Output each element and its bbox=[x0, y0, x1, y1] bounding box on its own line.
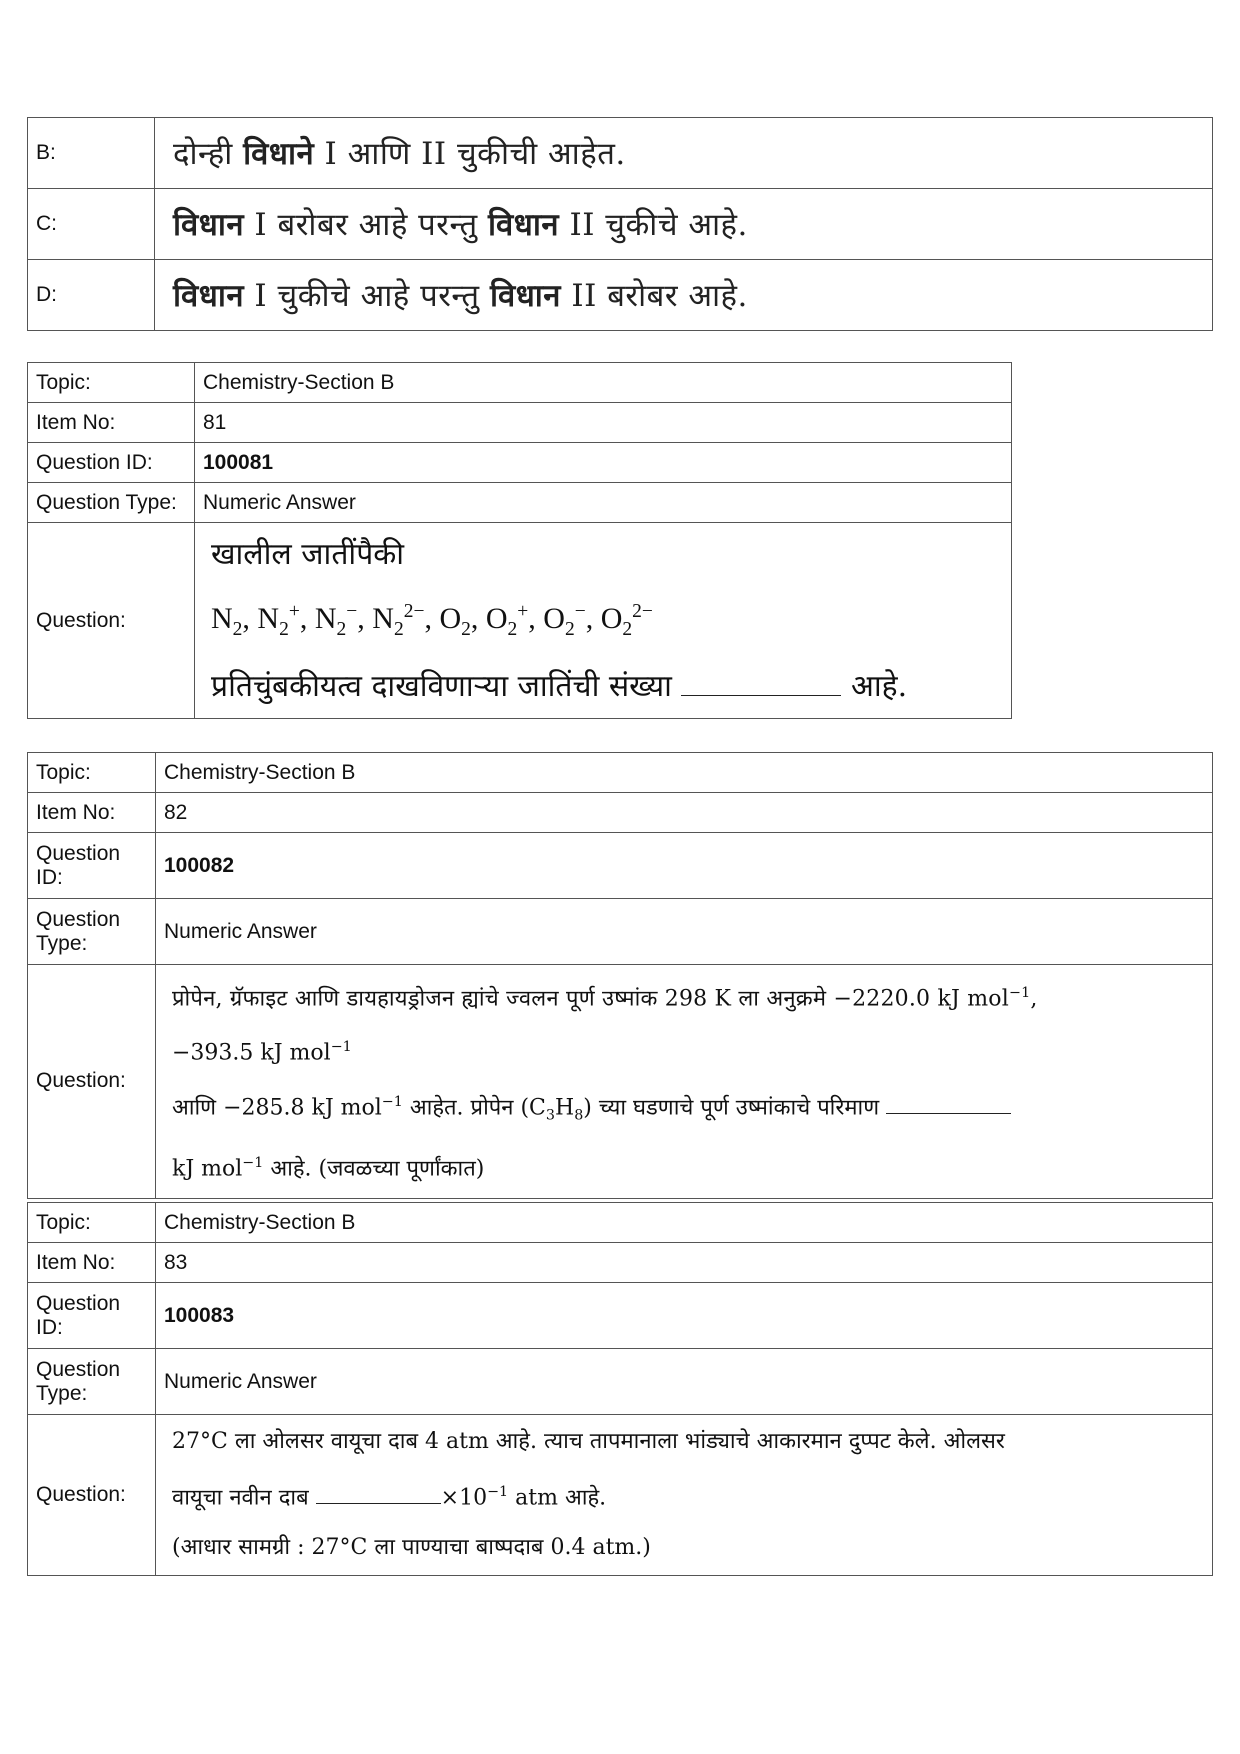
species: $O_2^+$, bbox=[485, 601, 544, 640]
question-line: वायूचा नवीन दाब $\times 10^{-1}$ atm आहे. bbox=[172, 1484, 607, 1511]
option-part: विधान bbox=[488, 207, 560, 243]
topic-label: Topic: bbox=[28, 363, 195, 403]
item-value: 81 bbox=[195, 403, 1012, 443]
question-id-value: 100081 bbox=[195, 443, 1012, 483]
question-type-label: Question Type: bbox=[28, 483, 195, 523]
species: $O_2$, bbox=[439, 602, 486, 640]
item-label: Item No: bbox=[28, 1243, 156, 1283]
item-value: 83 bbox=[156, 1243, 1213, 1283]
question-body bbox=[195, 523, 1012, 719]
option-part: विधाने bbox=[243, 136, 315, 172]
question-label: Question: bbox=[28, 1415, 156, 1576]
question-83-table bbox=[27, 1202, 1213, 1576]
option-row-b bbox=[28, 118, 1213, 189]
question-82-table bbox=[27, 752, 1213, 1199]
question-line: 27°C ला ओलसर वायूचा दाब 4 atm आहे. त्याच तापमानाला भांड्याचे आकारमान दुप्पट केले. ओलसर bbox=[172, 1429, 1005, 1454]
question-id-label: Question ID: bbox=[28, 443, 195, 483]
item-label: Item No: bbox=[28, 793, 156, 833]
options-table bbox=[27, 117, 1213, 331]
option-part: विधान bbox=[489, 278, 562, 314]
option-part: I बरोबर आहे परन्तु bbox=[244, 207, 489, 243]
answer-blank bbox=[886, 1113, 1011, 1114]
question-label: Question: bbox=[28, 965, 156, 1199]
question-id-value: 100082 bbox=[156, 833, 1213, 899]
option-part: II बरोबर आहे. bbox=[561, 278, 748, 314]
option-part: दोन्ही bbox=[173, 136, 244, 172]
species: $O_2^-$, bbox=[543, 601, 601, 640]
species-list bbox=[211, 583, 1003, 658]
question-label: Question: bbox=[28, 523, 195, 719]
option-text-b bbox=[155, 118, 1213, 189]
question-line: आणि −285.8 kJ mol$^{-1}$ आहेत. प्रोपेन $(C_3H_8)$ च्या घडणाचे पूर्ण उष्मांकाचे परिमाण bbox=[172, 1078, 1200, 1140]
question-type-label: Question Type: bbox=[28, 899, 156, 965]
question-line: खालील जातींपैकी bbox=[211, 537, 405, 572]
option-text-d bbox=[155, 260, 1213, 331]
species: $N_2^+$, bbox=[257, 601, 315, 640]
item-value: 82 bbox=[156, 793, 1213, 833]
question-id-label: Question ID: bbox=[28, 833, 156, 899]
option-row-d bbox=[28, 260, 1213, 331]
option-part: II चुकीचे आहे. bbox=[559, 207, 748, 243]
option-part: I आणि II चुकीची आहेत. bbox=[314, 136, 626, 172]
topic-label: Topic: bbox=[28, 753, 156, 793]
topic-value: Chemistry-Section B bbox=[156, 1203, 1213, 1243]
species: $N_2^-$, bbox=[314, 601, 373, 640]
question-id-label: Question ID: bbox=[28, 1283, 156, 1349]
answer-blank bbox=[316, 1503, 441, 1504]
question-type-value: Numeric Answer bbox=[156, 899, 1213, 965]
question-type-value: Numeric Answer bbox=[195, 483, 1012, 523]
question-line: प्रोपेन, ग्रॅफाइट आणि डायहायड्रोजन ह्यांचे ज्वलन पूर्ण उष्मांक 298 K ला अनुक्रमे −2220.0 kJ mol$^{-1}$, bbox=[172, 985, 1038, 1012]
question-type-label: Question Type: bbox=[28, 1349, 156, 1415]
species: $O_2^{2-}$ bbox=[600, 601, 653, 640]
topic-value: Chemistry-Section B bbox=[195, 363, 1012, 403]
option-text-c bbox=[155, 189, 1213, 260]
topic-label: Topic: bbox=[28, 1203, 156, 1243]
option-key: C: bbox=[28, 189, 155, 260]
option-key: B: bbox=[28, 118, 155, 189]
question-line: kJ mol$^{-1}$ आहे. (जवळच्या पूर्णांकात) bbox=[172, 1155, 485, 1182]
species: $N_2$, bbox=[211, 602, 258, 640]
species: $N_2^{2-}$, bbox=[372, 601, 440, 640]
option-part: I चुकीचे आहे परन्तु bbox=[244, 278, 490, 314]
option-part: विधान bbox=[173, 278, 245, 314]
option-part: विधान bbox=[173, 207, 245, 243]
question-line: −393.5 kJ mol$^{-1}$ bbox=[172, 1039, 352, 1066]
topic-value: Chemistry-Section B bbox=[156, 753, 1213, 793]
question-type-value: Numeric Answer bbox=[156, 1349, 1213, 1415]
option-key: D: bbox=[28, 260, 155, 331]
question-id-value: 100083 bbox=[156, 1283, 1213, 1349]
question-body bbox=[156, 1415, 1213, 1576]
question-line: (आधार सामग्री : 27°C ला पाण्याचा बाष्पदाब 0.4 atm.) bbox=[172, 1535, 651, 1561]
question-81-table bbox=[27, 362, 1012, 719]
question-line: प्रतिचुंबकीयत्व दाखविणाऱ्या जातिंची संख्या आहे. bbox=[211, 669, 908, 704]
option-row-c bbox=[28, 189, 1213, 260]
item-label: Item No: bbox=[28, 403, 195, 443]
answer-blank bbox=[681, 695, 841, 696]
question-body bbox=[156, 965, 1213, 1199]
